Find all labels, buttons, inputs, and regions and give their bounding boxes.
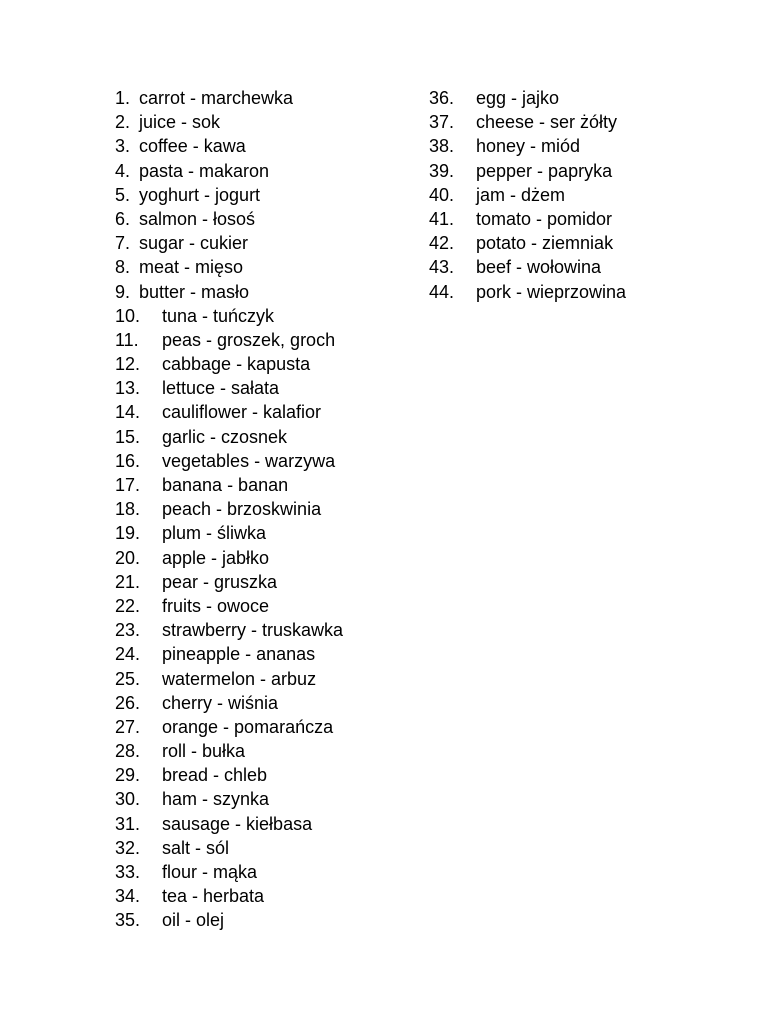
item-text: peach - brzoskwinia <box>162 499 322 520</box>
item-text: cherry - wiśnia <box>162 692 279 713</box>
item-text: potato - ziemniak <box>476 233 614 254</box>
item-number: 3. <box>115 136 131 157</box>
item-number: 17. <box>115 475 141 495</box>
list-item <box>429 280 626 304</box>
list-item <box>115 425 343 449</box>
item-number: 44. <box>429 281 455 302</box>
list-item <box>429 159 626 183</box>
item-number: 37. <box>429 112 455 133</box>
item-text: garlic - czosnek <box>162 426 288 447</box>
item-number: 43. <box>429 257 455 278</box>
item-text: strawberry - truskawka <box>162 620 344 641</box>
list-item <box>429 207 626 231</box>
item-text: coffee - kawa <box>139 136 246 157</box>
item-number: 41. <box>429 208 455 229</box>
item-number: 14. <box>115 402 141 423</box>
item-text: meat - mięso <box>139 257 244 278</box>
item-text: watermelon - arbuz <box>162 668 317 689</box>
item-text: beef - wołowina <box>476 257 602 278</box>
item-number: 27. <box>115 716 141 737</box>
item-text: juice - sok <box>139 112 221 133</box>
item-text: fruits - owoce <box>162 595 270 616</box>
item-text: pear - gruszka <box>162 571 278 592</box>
item-number: 20. <box>115 547 141 568</box>
item-text: salt - sól <box>162 837 230 858</box>
item-number: 7. <box>115 233 131 254</box>
item-number: 35. <box>115 910 141 931</box>
item-text: vegetables - warzywa <box>162 450 336 471</box>
item-text: orange - pomarańcza <box>162 716 334 737</box>
list-item <box>115 884 343 908</box>
list-item <box>115 328 343 352</box>
list-item <box>115 304 343 328</box>
item-text: pepper - papryka <box>476 160 613 181</box>
item-number: 30. <box>115 789 141 810</box>
list-item <box>115 449 343 473</box>
item-number: 9. <box>115 281 131 302</box>
item-number: 13. <box>115 378 141 399</box>
list-item <box>115 594 343 618</box>
item-text: jam - dżem <box>476 184 566 205</box>
list-item <box>115 280 343 304</box>
item-text: sugar - cukier <box>139 233 249 254</box>
item-text: egg - jajko <box>476 88 560 108</box>
item-number: 22. <box>115 595 141 616</box>
item-number: 10. <box>115 305 141 326</box>
list-item <box>115 473 343 497</box>
list-item <box>429 86 626 110</box>
list-item <box>115 86 343 110</box>
list-item <box>115 618 343 642</box>
list-item <box>115 787 343 811</box>
item-number: 26. <box>115 692 141 713</box>
item-text: plum - śliwka <box>162 523 267 544</box>
item-text: lettuce - sałata <box>162 378 280 399</box>
item-text: salmon - łosoś <box>139 208 256 229</box>
item-text: roll - bułka <box>162 741 246 762</box>
list-item <box>115 255 343 279</box>
item-number: 16. <box>115 450 141 471</box>
list-item <box>115 159 343 183</box>
item-number: 18. <box>115 499 141 520</box>
list-item <box>115 183 343 207</box>
item-number: 31. <box>115 813 141 834</box>
item-number: 42. <box>429 233 455 254</box>
item-number: 12. <box>115 354 141 375</box>
item-text: carrot - marchewka <box>139 88 294 108</box>
list-item <box>115 400 343 424</box>
list-item <box>115 231 343 255</box>
item-text: cheese - ser żółty <box>476 112 618 133</box>
item-number: 4. <box>115 160 131 181</box>
item-number: 23. <box>115 620 141 641</box>
list-item <box>429 134 626 158</box>
item-text: oil - olej <box>162 910 225 931</box>
item-number: 36. <box>429 88 455 108</box>
item-number: 19. <box>115 523 141 544</box>
item-number: 15. <box>115 426 141 447</box>
list-item <box>429 110 626 134</box>
item-number: 8. <box>115 257 131 278</box>
list-item <box>115 715 343 739</box>
list-item <box>115 110 343 134</box>
list-item <box>115 667 343 691</box>
item-text: ham - szynka <box>162 789 270 810</box>
item-text: sausage - kiełbasa <box>162 813 313 834</box>
item-number: 32. <box>115 837 141 858</box>
item-text: cabbage - kapusta <box>162 354 311 375</box>
item-text: honey - miód <box>476 136 581 157</box>
item-text: tomato - pomidor <box>476 208 613 229</box>
list-item <box>115 546 343 570</box>
item-text: cauliflower - kalafior <box>162 402 322 423</box>
item-number: 29. <box>115 765 141 786</box>
list-item <box>429 255 626 279</box>
list-item <box>115 497 343 521</box>
item-number: 6. <box>115 208 131 229</box>
vocabulary-list-left <box>115 86 343 933</box>
item-number: 40. <box>429 184 455 205</box>
list-item <box>115 134 343 158</box>
list-item <box>115 908 343 932</box>
vocabulary-list-right <box>429 86 626 304</box>
item-text: peas - groszek, groch <box>162 329 336 350</box>
item-text: tuna - tuńczyk <box>162 305 275 326</box>
item-text: butter - masło <box>139 281 250 302</box>
item-number: 28. <box>115 741 141 762</box>
item-text: tea - herbata <box>162 886 265 907</box>
item-text: yoghurt - jogurt <box>139 184 261 205</box>
list-item <box>115 207 343 231</box>
item-number: 34. <box>115 886 141 907</box>
item-number: 24. <box>115 644 141 665</box>
item-number: 2. <box>115 112 131 133</box>
list-item <box>115 352 343 376</box>
item-text: bread - chleb <box>162 765 268 786</box>
item-number: 25. <box>115 668 141 689</box>
item-text: pineapple - ananas <box>162 644 316 665</box>
list-item <box>115 860 343 884</box>
list-item <box>115 521 343 545</box>
item-number: 39. <box>429 160 455 181</box>
list-item <box>115 739 343 763</box>
item-text: pork - wieprzowina <box>476 281 627 302</box>
item-number: 5. <box>115 184 131 205</box>
list-item <box>429 231 626 255</box>
item-text: apple - jabłko <box>162 547 270 568</box>
list-item <box>115 812 343 836</box>
item-number: 33. <box>115 862 141 882</box>
item-text: pasta - makaron <box>139 160 270 181</box>
item-text: banana - banan <box>162 475 289 495</box>
list-item <box>115 763 343 787</box>
item-number: 11. <box>115 329 139 350</box>
list-item <box>115 691 343 715</box>
list-item <box>115 642 343 666</box>
item-number: 38. <box>429 136 455 157</box>
list-item <box>115 836 343 860</box>
list-item <box>115 376 343 400</box>
list-item <box>429 183 626 207</box>
list-item <box>115 570 343 594</box>
item-number: 21. <box>115 571 141 592</box>
item-number: 1. <box>115 88 131 108</box>
item-text: flour - mąka <box>162 862 258 882</box>
